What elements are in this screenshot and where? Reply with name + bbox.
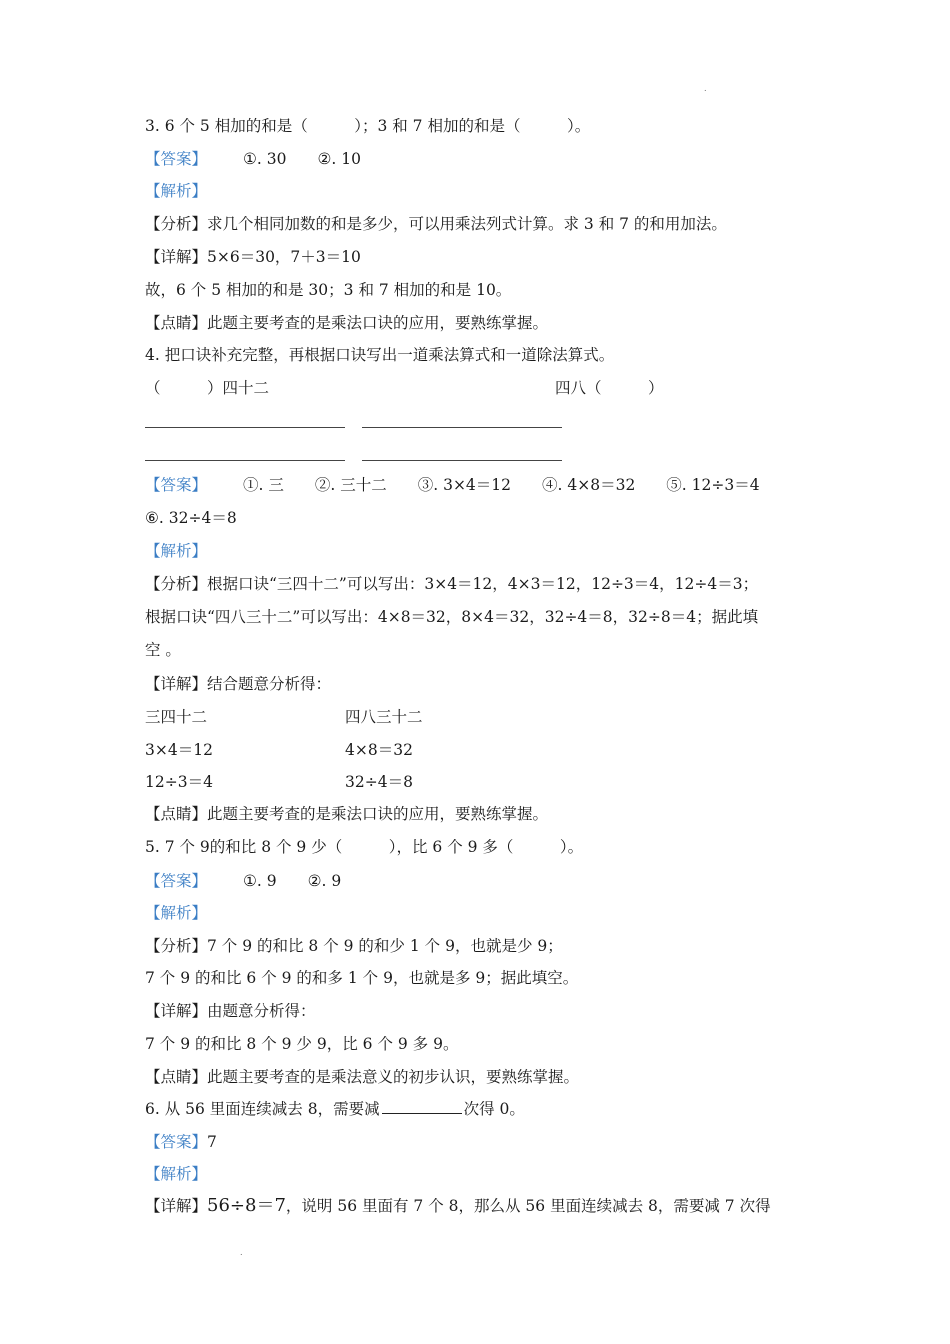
- q4-question: 4. 把口诀补充完整，再根据口诀写出一道乘法算式和一道除法算式。: [145, 346, 615, 364]
- xiangjie-tag: 【详解】: [145, 1197, 208, 1215]
- q5-result: 7 个 9 的和比 8 个 9 少 9，比 6 个 9 多 9。: [145, 1035, 459, 1053]
- answer-tag: 【答案】: [145, 150, 208, 168]
- q6-equation: 56÷8＝7: [207, 1195, 286, 1216]
- q5-answer: ①. 9 ②. 9: [243, 872, 342, 890]
- q4-answer-row: [145, 474, 760, 496]
- q3-conclusion: 故，6 个 5 相加的和是 30；3 和 7 相加的和是 10。: [145, 281, 512, 299]
- answer-tag: 【答案】: [145, 476, 208, 494]
- q3-question: 3. 6 个 5 相加的和是（ ）；3 和 7 相加的和是（ ）。: [145, 117, 591, 135]
- q3-answer-row: [145, 148, 361, 170]
- q4-blank-left: （ ）四十二: [145, 379, 270, 397]
- q6-question-pre: 6. 从 56 里面连续减去 8，需要减: [145, 1100, 380, 1118]
- answer-line-2: [362, 427, 562, 428]
- bottom-dot: .: [240, 1248, 243, 1257]
- answer-tag: 【答案】: [145, 1133, 208, 1151]
- q5-dianjing: 【点睛】此题主要考查的是乘法意义的初步认识，要熟练掌握。: [145, 1068, 580, 1086]
- q4-analysis-tag: 【解析】: [145, 542, 208, 560]
- q4-table-cell: 三四十二: [145, 708, 208, 726]
- q6-question-row: [145, 1098, 525, 1120]
- q4-table-cell: 4×8＝32: [345, 741, 413, 759]
- q3-analysis-tag: 【解析】: [145, 182, 208, 200]
- q5-fenxi-line2: 7 个 9 的和比 6 个 9 的和多 1 个 9，也就是多 9；据此填空。: [145, 969, 579, 987]
- q4-answer-line2: ⑥. 32÷4＝8: [145, 509, 237, 527]
- q6-xiangjie-rest: ，说明 56 里面有 7 个 8，那么从 56 里面连续减去 8，需要减 7 次得: [285, 1197, 771, 1215]
- q4-table-cell: 32÷4＝8: [345, 773, 413, 791]
- q3-xiangjie: 【详解】5×6＝30，7＋3＝10: [145, 248, 361, 266]
- q4-blank-right: 四八（ ）: [555, 379, 664, 397]
- q5-analysis-tag: 【解析】: [145, 904, 208, 922]
- q5-question: 5. 7 个 9的和比 8 个 9 少（ ），比 6 个 9 多（ ）。: [145, 838, 584, 856]
- q3-fenxi: 【分析】求几个相同加数的和是多少，可以用乘法列式计算。求 3 和 7 的和用加法。: [145, 215, 727, 233]
- q4-table-cell: 3×4＝12: [145, 741, 213, 759]
- q5-fenxi-line1: 【分析】7 个 9 的和比 8 个 9 的和少 1 个 9，也就是少 9；: [145, 937, 563, 955]
- q6-analysis-tag: 【解析】: [145, 1165, 208, 1183]
- q6-answer: 7: [207, 1133, 217, 1151]
- q3-dianjing: 【点睛】此题主要考查的是乘法口诀的应用，要熟练掌握。: [145, 314, 549, 332]
- q5-xiangjie: 【详解】由题意分析得：: [145, 1002, 316, 1020]
- q4-fenxi-line3: 空 。: [145, 641, 181, 659]
- q3-answer: ①. 30 ②. 10: [243, 150, 361, 168]
- answer-line-3: [145, 460, 345, 461]
- answer-tag: 【答案】: [145, 872, 208, 890]
- q6-fill-blank[interactable]: [382, 1099, 462, 1114]
- q4-fenxi-line2: 根据口诀“四八三十二”可以写出：4×8＝32，8×4＝32，32÷4＝8，32÷8＝4；据此填: [145, 608, 759, 626]
- q4-answer-line1: ①. 三 ②. 三十二 ③. 3×4＝12 ④. 4×8＝32 ⑤. 12÷3＝4: [243, 476, 760, 494]
- q6-xiangjie-row: [145, 1195, 771, 1217]
- top-dot: .: [704, 84, 707, 93]
- answer-line-4: [362, 460, 562, 461]
- q4-dianjing: 【点睛】此题主要考查的是乘法口诀的应用，要熟练掌握。: [145, 805, 549, 823]
- q6-question-post: 次得 0。: [463, 1100, 525, 1118]
- q4-fenxi-line1: 【分析】根据口诀“三四十二”可以写出：3×4＝12，4×3＝12，12÷3＝4，12÷4＝3；: [145, 575, 759, 593]
- q4-table-cell: 四八三十二: [345, 708, 423, 726]
- answer-line-1: [145, 427, 345, 428]
- q6-answer-row: [145, 1131, 217, 1153]
- q4-xiangjie: 【详解】结合题意分析得：: [145, 675, 332, 693]
- q5-answer-row: [145, 870, 341, 892]
- q4-table-cell: 12÷3＝4: [145, 773, 213, 791]
